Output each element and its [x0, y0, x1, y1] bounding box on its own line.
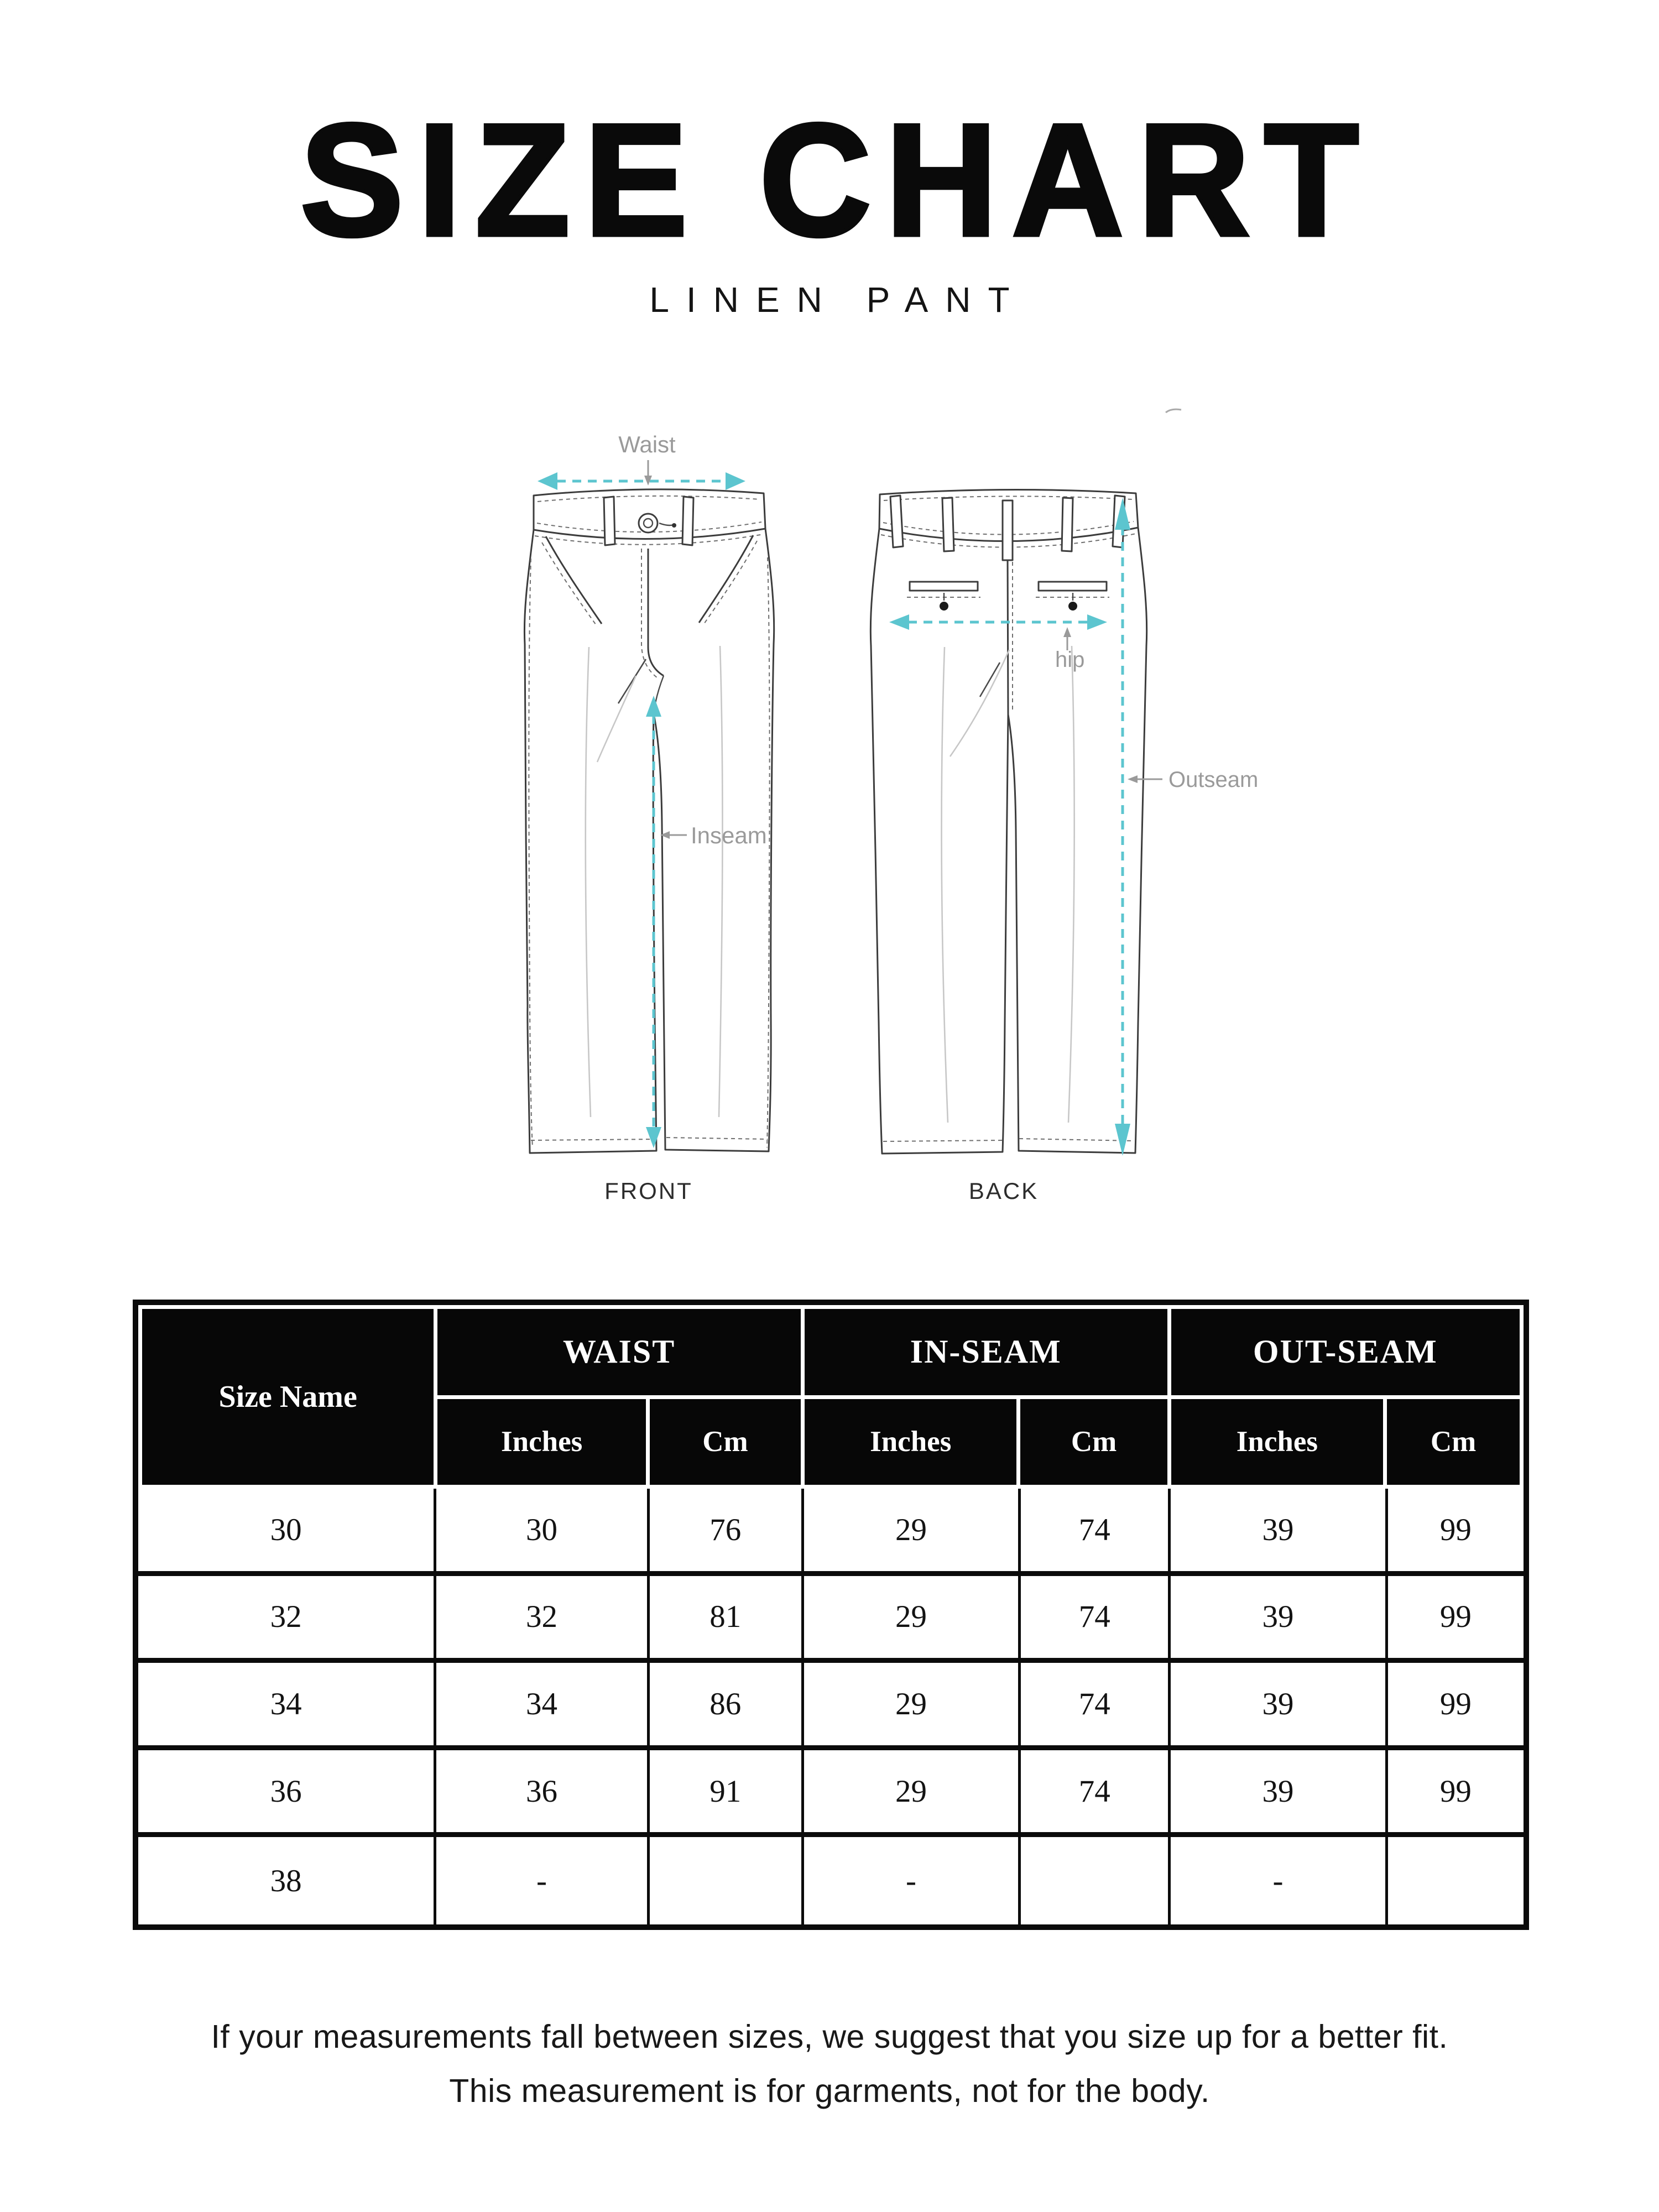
- hip-label: hip: [1055, 648, 1085, 672]
- back-view-label: BACK: [968, 1178, 1039, 1204]
- table-cell-size: 38: [138, 1837, 436, 1924]
- page-subtitle: LINEN PANT: [649, 280, 1027, 320]
- footnote-line-2: This measurement is for garments, not for the body.: [449, 2073, 1210, 2109]
- table-cell-size: 30: [138, 1489, 436, 1576]
- table-cell: -: [1171, 1837, 1387, 1924]
- front-view-label: FRONT: [604, 1178, 693, 1204]
- footnote-line-1: If your measurements fall between sizes, we suggest that you size up for a better fit.: [211, 2018, 1448, 2055]
- header-cell-outseam: OUT-SEAM: [1171, 1309, 1520, 1395]
- header-cell-inseam: IN-SEAM: [805, 1309, 1167, 1395]
- table-cell: 99: [1388, 1489, 1524, 1576]
- table-cell: 99: [1388, 1750, 1524, 1838]
- header-cell-waist-inches: Inches: [437, 1399, 646, 1485]
- table-cell: 76: [650, 1489, 804, 1576]
- table-cell: 99: [1388, 1576, 1524, 1663]
- table-cell: 29: [804, 1489, 1021, 1576]
- table-cell: 74: [1021, 1750, 1171, 1838]
- size-table-body: [138, 1489, 1524, 1924]
- stray-dash-mark: [1166, 409, 1181, 413]
- table-cell-size: 36: [138, 1750, 436, 1838]
- waist-arrowhead-left: [538, 472, 557, 490]
- size-table-header: [138, 1305, 1524, 1489]
- table-cell: 39: [1171, 1750, 1387, 1838]
- table-cell: 39: [1171, 1663, 1387, 1750]
- waist-arrowhead-right: [726, 472, 745, 490]
- front-pant-drawing: [524, 489, 774, 1153]
- page-title: SIZE CHART: [300, 91, 1373, 269]
- header-cell-waist: WAIST: [437, 1309, 801, 1395]
- outseam-label: Outseam: [1168, 768, 1259, 792]
- table-cell: 30: [436, 1489, 649, 1576]
- header-cell-outseam-inches: Inches: [1171, 1399, 1384, 1485]
- pant-diagram-svg: [470, 387, 1300, 1244]
- table-cell: 81: [650, 1576, 804, 1663]
- table-cell: [1388, 1837, 1524, 1924]
- size-table: [133, 1300, 1529, 1930]
- header-cell-inseam-cm: Cm: [1020, 1399, 1167, 1485]
- table-cell: 86: [650, 1663, 804, 1750]
- table-cell-size: 32: [138, 1576, 436, 1663]
- table-cell: 39: [1171, 1576, 1387, 1663]
- table-cell: 32: [436, 1576, 649, 1663]
- table-cell: -: [436, 1837, 649, 1924]
- pant-measurement-diagram: [470, 387, 1300, 1244]
- table-cell: 74: [1021, 1576, 1171, 1663]
- table-cell: 39: [1171, 1489, 1387, 1576]
- header-cell-outseam-cm: Cm: [1387, 1399, 1520, 1485]
- waist-label: Waist: [618, 431, 676, 457]
- table-cell: 74: [1021, 1663, 1171, 1750]
- header-cell-inseam-inches: Inches: [805, 1399, 1017, 1485]
- inseam-label: Inseam: [691, 822, 767, 848]
- table-cell-size: 34: [138, 1663, 436, 1750]
- table-cell: 34: [436, 1663, 649, 1750]
- table-cell: 29: [804, 1750, 1021, 1838]
- table-cell: 29: [804, 1576, 1021, 1663]
- table-cell: -: [804, 1837, 1021, 1924]
- footnote: [0, 2010, 1659, 2118]
- table-cell: [1021, 1837, 1171, 1924]
- header-cell-size-name: Size Name: [142, 1309, 434, 1485]
- table-cell: [650, 1837, 804, 1924]
- table-cell: 99: [1388, 1663, 1524, 1750]
- table-cell: 91: [650, 1750, 804, 1838]
- table-cell: 36: [436, 1750, 649, 1838]
- header-cell-waist-cm: Cm: [650, 1399, 801, 1485]
- table-cell: 74: [1021, 1489, 1171, 1576]
- table-cell: 29: [804, 1663, 1021, 1750]
